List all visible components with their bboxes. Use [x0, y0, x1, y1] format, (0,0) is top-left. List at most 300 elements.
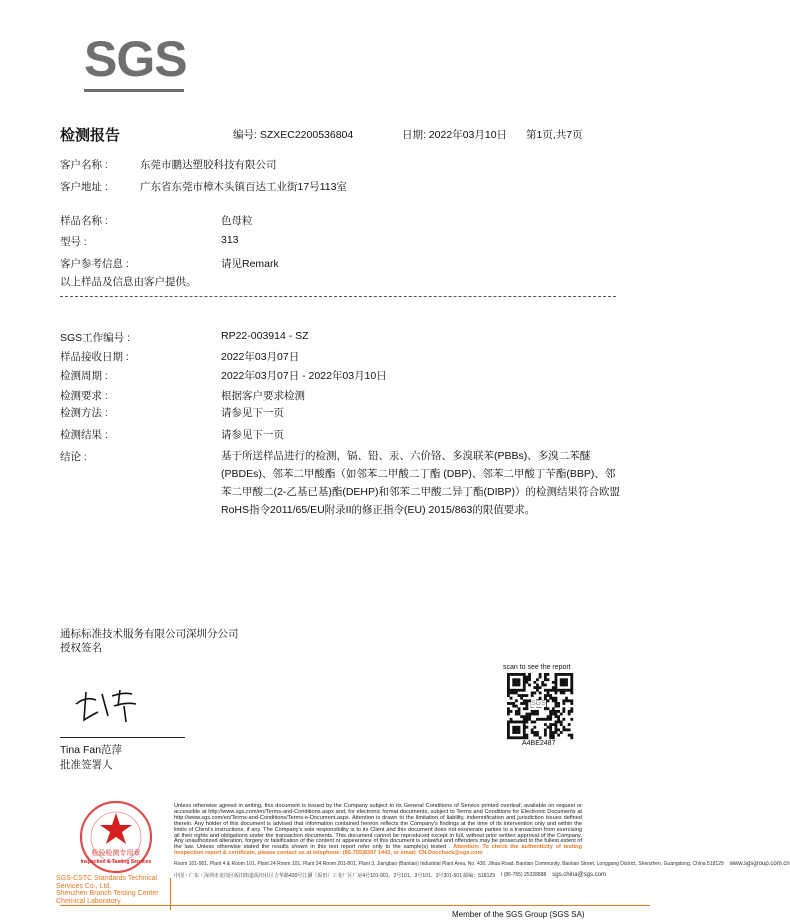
qr-module	[552, 713, 555, 716]
qr-module	[518, 713, 521, 716]
qr-module	[570, 734, 573, 737]
qr-module	[570, 736, 573, 739]
qr-module	[552, 723, 555, 726]
qr-module	[512, 726, 515, 729]
qr-module	[525, 699, 528, 702]
qr-module	[507, 723, 510, 726]
model: 313	[221, 234, 239, 246]
qr-module	[525, 721, 528, 724]
qr-module	[568, 699, 571, 702]
qr-module	[536, 710, 539, 713]
qr-module	[568, 689, 571, 692]
qr-module	[547, 673, 550, 676]
qr-module	[549, 731, 552, 734]
qr-module	[552, 699, 555, 702]
divider	[60, 296, 616, 297]
qr-module	[560, 691, 563, 694]
qr-module	[560, 721, 563, 724]
qr-module	[539, 718, 542, 721]
qr-module	[523, 673, 526, 676]
qr-module	[525, 718, 528, 721]
qr-module	[570, 699, 573, 702]
job-no-label: SGS工作编号 :	[60, 332, 131, 344]
qr-module	[570, 684, 573, 687]
qr-module	[560, 673, 563, 676]
qr-module	[557, 673, 560, 676]
qr-module	[547, 694, 550, 697]
qr-module	[549, 718, 552, 721]
signature	[72, 686, 152, 726]
qr-module	[515, 736, 518, 739]
qr-module	[555, 678, 558, 681]
qr-module	[525, 676, 528, 679]
qr-module	[525, 681, 528, 684]
qr-module	[552, 697, 555, 700]
qr-module	[518, 678, 521, 681]
qr-module	[557, 702, 560, 705]
qr-module	[507, 736, 510, 739]
qr-module	[549, 728, 552, 731]
qr-module	[533, 726, 536, 729]
qr-module	[536, 686, 539, 689]
stamp-line2: Shenzhen Branch Testing Center Chemical Laboratory	[56, 890, 159, 905]
qr-module	[518, 728, 521, 731]
client-ref: 请见Remark	[221, 258, 279, 270]
qr-module	[523, 707, 526, 710]
official-stamp	[68, 800, 164, 874]
qr-module	[536, 734, 539, 737]
stamp-en-text: Inspection & Testing Services	[80, 859, 152, 865]
page-number: 第1页,共7页	[526, 129, 583, 141]
qr-module	[565, 728, 568, 731]
qr-module	[565, 699, 568, 702]
qr-module	[520, 736, 523, 739]
qr-module	[547, 726, 550, 729]
qr-module	[565, 673, 568, 676]
qr-module	[544, 689, 547, 692]
address-en: Room 101-901, Plant 4 & Room 101, Plant 24 Room 101, Plant 24 Room 201-801, Plant 3, Jiangbao (Bantian) Industrial Plant Area, No. 430, Jihua Road, Bantian Community, Bantian Street, Longgang District, Shenzhen, Guangdong, China 518129	[174, 861, 724, 868]
qr-module	[525, 678, 528, 681]
qr-module	[539, 691, 542, 694]
qr-module	[531, 731, 534, 734]
qr-module	[518, 689, 521, 692]
qr-module	[507, 713, 510, 716]
qr-module	[510, 697, 513, 700]
qr-module	[523, 699, 526, 702]
qr-module	[562, 678, 565, 681]
qr-module	[525, 734, 528, 737]
qr-module	[547, 715, 550, 718]
qr-module	[544, 676, 547, 679]
qr-module	[557, 734, 560, 737]
qr-module	[539, 676, 542, 679]
qr-module	[520, 673, 523, 676]
qr-module	[562, 673, 565, 676]
qr-module	[562, 710, 565, 713]
qr-module	[565, 697, 568, 700]
qr-module	[568, 723, 571, 726]
qr-module	[518, 673, 521, 676]
qr-module	[549, 689, 552, 692]
qr-module	[536, 718, 539, 721]
qr-module	[570, 691, 573, 694]
qr-module	[555, 684, 558, 687]
qr-module	[555, 723, 558, 726]
qr-module	[520, 721, 523, 724]
qr-module	[555, 705, 558, 708]
website[interactable]: www.sgsgroup.com.cn	[729, 861, 790, 868]
qr-module	[531, 710, 534, 713]
qr-module	[560, 731, 563, 734]
qr-module	[523, 678, 526, 681]
qr-module	[562, 681, 565, 684]
qr-module	[562, 726, 565, 729]
qr-module	[520, 694, 523, 697]
stamp-line1: SGS-CSTC Standards Technical Services Co., Ltd.	[56, 875, 158, 890]
qr-module	[555, 731, 558, 734]
qr-module	[544, 728, 547, 731]
qr-module	[507, 694, 510, 697]
footer	[174, 803, 790, 879]
qr-module	[565, 684, 568, 687]
qr-module	[541, 681, 544, 684]
qr-module	[570, 676, 573, 679]
qr-module	[555, 715, 558, 718]
qr-module	[555, 676, 558, 679]
qr-module	[549, 710, 552, 713]
qr-module	[533, 734, 536, 737]
qr-module	[557, 715, 560, 718]
qr-module	[544, 731, 547, 734]
qr-module	[552, 710, 555, 713]
received-date: 2022年03月07日	[221, 351, 300, 363]
qr-module	[533, 691, 536, 694]
star-icon	[100, 813, 132, 844]
qr-module	[547, 678, 550, 681]
model-label: 型号 :	[60, 236, 87, 248]
qr-module	[525, 705, 528, 708]
qr-module	[510, 710, 513, 713]
qr-module	[510, 689, 513, 692]
conclusion-label: 结论 :	[60, 451, 87, 463]
qr-module	[562, 684, 565, 687]
qr-module	[570, 710, 573, 713]
qr-module	[557, 728, 560, 731]
qr-module	[539, 736, 542, 739]
qr-module	[523, 676, 526, 679]
qr-module	[515, 691, 518, 694]
qr-module	[539, 673, 542, 676]
received-label: 样品接收日期 :	[60, 351, 129, 363]
qr-caption: scan to see the report	[503, 664, 571, 671]
qr-module	[536, 731, 539, 734]
qr-module	[518, 736, 521, 739]
qr-module	[528, 718, 531, 721]
qr-module	[525, 694, 528, 697]
qr-module	[552, 707, 555, 710]
qr-module	[555, 691, 558, 694]
qr-module	[507, 702, 510, 705]
qr-module	[562, 691, 565, 694]
report-date: 日期: 2022年03月10日	[402, 129, 508, 141]
qr-module	[549, 723, 552, 726]
conclusion: 基于所送样品进行的检测，镉、铅、汞、六价铬、多溴联苯(PBBs)、多溴二苯醚(PBDEs)、邻苯二甲酸酯（如邻苯二甲酸二丁酯 (DBP)、邻苯二甲酸丁苄酯(BBP)、邻苯二甲酸二(2-乙基已基)酯(DEHP)和邻苯二甲酸二异丁酯(DIBP)）的检测结果符合欧盟RoHS指令2011/65/EU附录II的修正指令(EU) 2015/863的限值要求。	[221, 450, 620, 516]
qr-module	[562, 707, 565, 710]
qr-module	[525, 702, 528, 705]
qr-module	[518, 681, 521, 684]
qr-module	[570, 686, 573, 689]
signing-company: 通标标准技术服务有限公司深圳分公司	[60, 628, 239, 640]
client-ref-label: 客户参考信息 :	[60, 258, 129, 270]
qr-module	[570, 718, 573, 721]
sgs-member-text: Member of the SGS Group (SGS SA)	[452, 910, 585, 919]
sgs-logo: SGS	[84, 31, 187, 87]
qr-module	[518, 731, 521, 734]
qr-module	[544, 684, 547, 687]
qr-module	[555, 686, 558, 689]
qr-module	[525, 715, 528, 718]
qr-module	[557, 718, 560, 721]
qr-module	[523, 728, 526, 731]
qr-module	[507, 707, 510, 710]
client-name: 东莞市鹏达塑胶科技有限公司	[140, 159, 277, 171]
qr-module	[507, 731, 510, 734]
qr-module	[557, 705, 560, 708]
qr-module	[555, 726, 558, 729]
qr-module	[512, 728, 515, 731]
qr-module	[544, 723, 547, 726]
qr-module	[510, 691, 513, 694]
authorized-signature-label: 授权签名	[60, 642, 102, 654]
qr-module	[528, 676, 531, 679]
qr-module	[570, 673, 573, 676]
qr-module	[525, 726, 528, 729]
qr-module	[515, 684, 518, 687]
qr-module	[544, 718, 547, 721]
qr-module	[544, 694, 547, 697]
qr-module	[555, 681, 558, 684]
qr-module	[549, 734, 552, 737]
qr-module	[507, 673, 510, 676]
footer-address-row-en	[174, 860, 790, 868]
qr-module	[539, 686, 542, 689]
qr-module	[570, 678, 573, 681]
qr-module	[568, 713, 571, 716]
qr-module	[525, 713, 528, 716]
qr-module	[515, 673, 518, 676]
qr-module	[560, 681, 563, 684]
qr-module	[512, 736, 515, 739]
qr-module	[541, 684, 544, 687]
qr-module	[523, 715, 526, 718]
qr-code-text: A4BE2487	[522, 740, 556, 747]
qr-module	[512, 691, 515, 694]
client-address: 广东省东莞市樟木头镇百达工业街17号113室	[140, 181, 347, 193]
request-label: 检测要求 :	[60, 390, 108, 402]
qr-module	[549, 697, 552, 700]
qr-module	[565, 689, 568, 692]
qr-module	[547, 707, 550, 710]
qr-module	[512, 721, 515, 724]
qr-module	[536, 684, 539, 687]
qr-module	[515, 681, 518, 684]
qr-module	[515, 678, 518, 681]
qr-module	[562, 718, 565, 721]
qr-module	[555, 713, 558, 716]
qr-module	[525, 707, 528, 710]
qr-module	[555, 699, 558, 702]
qr-module	[512, 702, 515, 705]
qr-module	[570, 707, 573, 710]
qr-module	[528, 673, 531, 676]
result-label: 检测结果 :	[60, 429, 108, 441]
client-name-label: 客户名称 :	[60, 159, 108, 171]
qr-module	[515, 721, 518, 724]
qr-module	[555, 728, 558, 731]
test-request: 根据客户要求检测	[221, 390, 305, 402]
qr-module	[507, 686, 510, 689]
qr-module	[555, 721, 558, 724]
qr-module	[523, 736, 526, 739]
qr-module	[555, 697, 558, 700]
qr-module	[507, 676, 510, 679]
qr-module	[523, 718, 526, 721]
qr-module	[552, 731, 555, 734]
qr-module	[565, 681, 568, 684]
qr-module	[536, 713, 539, 716]
qr-module	[512, 689, 515, 692]
qr-center-label: SGS	[531, 700, 546, 707]
qr-module	[531, 728, 534, 731]
qr-module	[560, 723, 563, 726]
qr-module	[536, 689, 539, 692]
qr-module	[570, 681, 573, 684]
qr-module	[520, 697, 523, 700]
qr-module	[507, 681, 510, 684]
qr-module	[510, 702, 513, 705]
qr-module	[520, 689, 523, 692]
qr-module	[552, 689, 555, 692]
qr-module	[568, 734, 571, 737]
qr-module	[507, 689, 510, 692]
qr-module	[528, 713, 531, 716]
qr-module	[515, 699, 518, 702]
qr-module	[510, 721, 513, 724]
qr-module	[547, 689, 550, 692]
qr-module	[507, 691, 510, 694]
qr-module	[547, 718, 550, 721]
qr-module	[507, 710, 510, 713]
qr-module	[515, 726, 518, 729]
logo-underline	[84, 89, 184, 92]
qr-module	[515, 705, 518, 708]
qr-module	[549, 713, 552, 716]
test-result: 请参见下一页	[221, 429, 284, 441]
qr-module	[523, 731, 526, 734]
qr-module	[523, 723, 526, 726]
qr-module	[533, 731, 536, 734]
qr-module	[557, 689, 560, 692]
qr-module	[531, 713, 534, 716]
qr-module	[544, 734, 547, 737]
signer-name: Tina Fan范萍	[60, 744, 123, 756]
sample-name-label: 样品名称 :	[60, 215, 108, 227]
qr-module	[512, 731, 515, 734]
qr-module	[533, 713, 536, 716]
qr-module	[536, 678, 539, 681]
qr-module	[565, 678, 568, 681]
qr-module	[552, 686, 555, 689]
phone: t (86-755) 25328888	[500, 872, 547, 879]
qr-module	[507, 728, 510, 731]
qr-module	[533, 686, 536, 689]
qr-module	[515, 689, 518, 692]
qr-module	[531, 691, 534, 694]
footer-disclaimer	[174, 804, 582, 857]
qr-module	[552, 734, 555, 737]
signer-role: 批准签署人	[60, 759, 113, 771]
qr-module	[523, 681, 526, 684]
qr-module	[562, 728, 565, 731]
qr-module	[560, 713, 563, 716]
qr-module	[512, 678, 515, 681]
qr-module	[507, 684, 510, 687]
qr-module	[568, 728, 571, 731]
sample-note: 以上样品及信息由客户提供。	[60, 276, 197, 288]
qr-module	[510, 718, 513, 721]
qr-module	[555, 689, 558, 692]
address-cn: 中国・广东・深圳市龙岗区坂田街道坂田社区吉华路430号江灏（坂田）工业厂区厂房4号101-901、2号101、3号101、3号301-501 邮编：518129	[174, 872, 495, 879]
qr-module	[523, 734, 526, 737]
qr-module	[507, 734, 510, 737]
qr-module	[518, 721, 521, 724]
qr-module	[525, 736, 528, 739]
qr-module	[552, 681, 555, 684]
qr-module	[523, 684, 526, 687]
qr-module	[520, 715, 523, 718]
authenticity-notice: Attention: To check the authenticity of testing /inspection report & certificate, please contact us at telephone: (86-755)8307 1443, or email: CN.Doccheck@sgs.com	[174, 844, 582, 857]
qr-module	[523, 694, 526, 697]
qr-module	[570, 702, 573, 705]
qr-module	[541, 718, 544, 721]
test-period: 2022年03月07日 - 2022年03月10日	[221, 370, 387, 382]
qr-module	[518, 710, 521, 713]
signature-line	[60, 737, 185, 738]
qr-module	[523, 686, 526, 689]
qr-module	[515, 728, 518, 731]
qr-module	[515, 710, 518, 713]
qr-module	[523, 702, 526, 705]
email[interactable]: sgs.china@sgs.com	[552, 872, 607, 879]
qr-module	[549, 726, 552, 729]
qr-module	[518, 684, 521, 687]
qr-module	[518, 707, 521, 710]
qr-module	[549, 736, 552, 739]
qr-module	[510, 736, 513, 739]
qr-module	[570, 689, 573, 692]
qr-module	[552, 736, 555, 739]
qr-module	[560, 684, 563, 687]
qr-module	[507, 721, 510, 724]
test-method: 请参见下一页	[221, 407, 284, 419]
qr-module	[507, 678, 510, 681]
qr-module	[515, 731, 518, 734]
method-label: 检测方法 :	[60, 407, 108, 419]
qr-module	[528, 684, 531, 687]
qr-module	[512, 681, 515, 684]
qr-module	[555, 710, 558, 713]
client-address-label: 客户地址 :	[60, 181, 108, 193]
